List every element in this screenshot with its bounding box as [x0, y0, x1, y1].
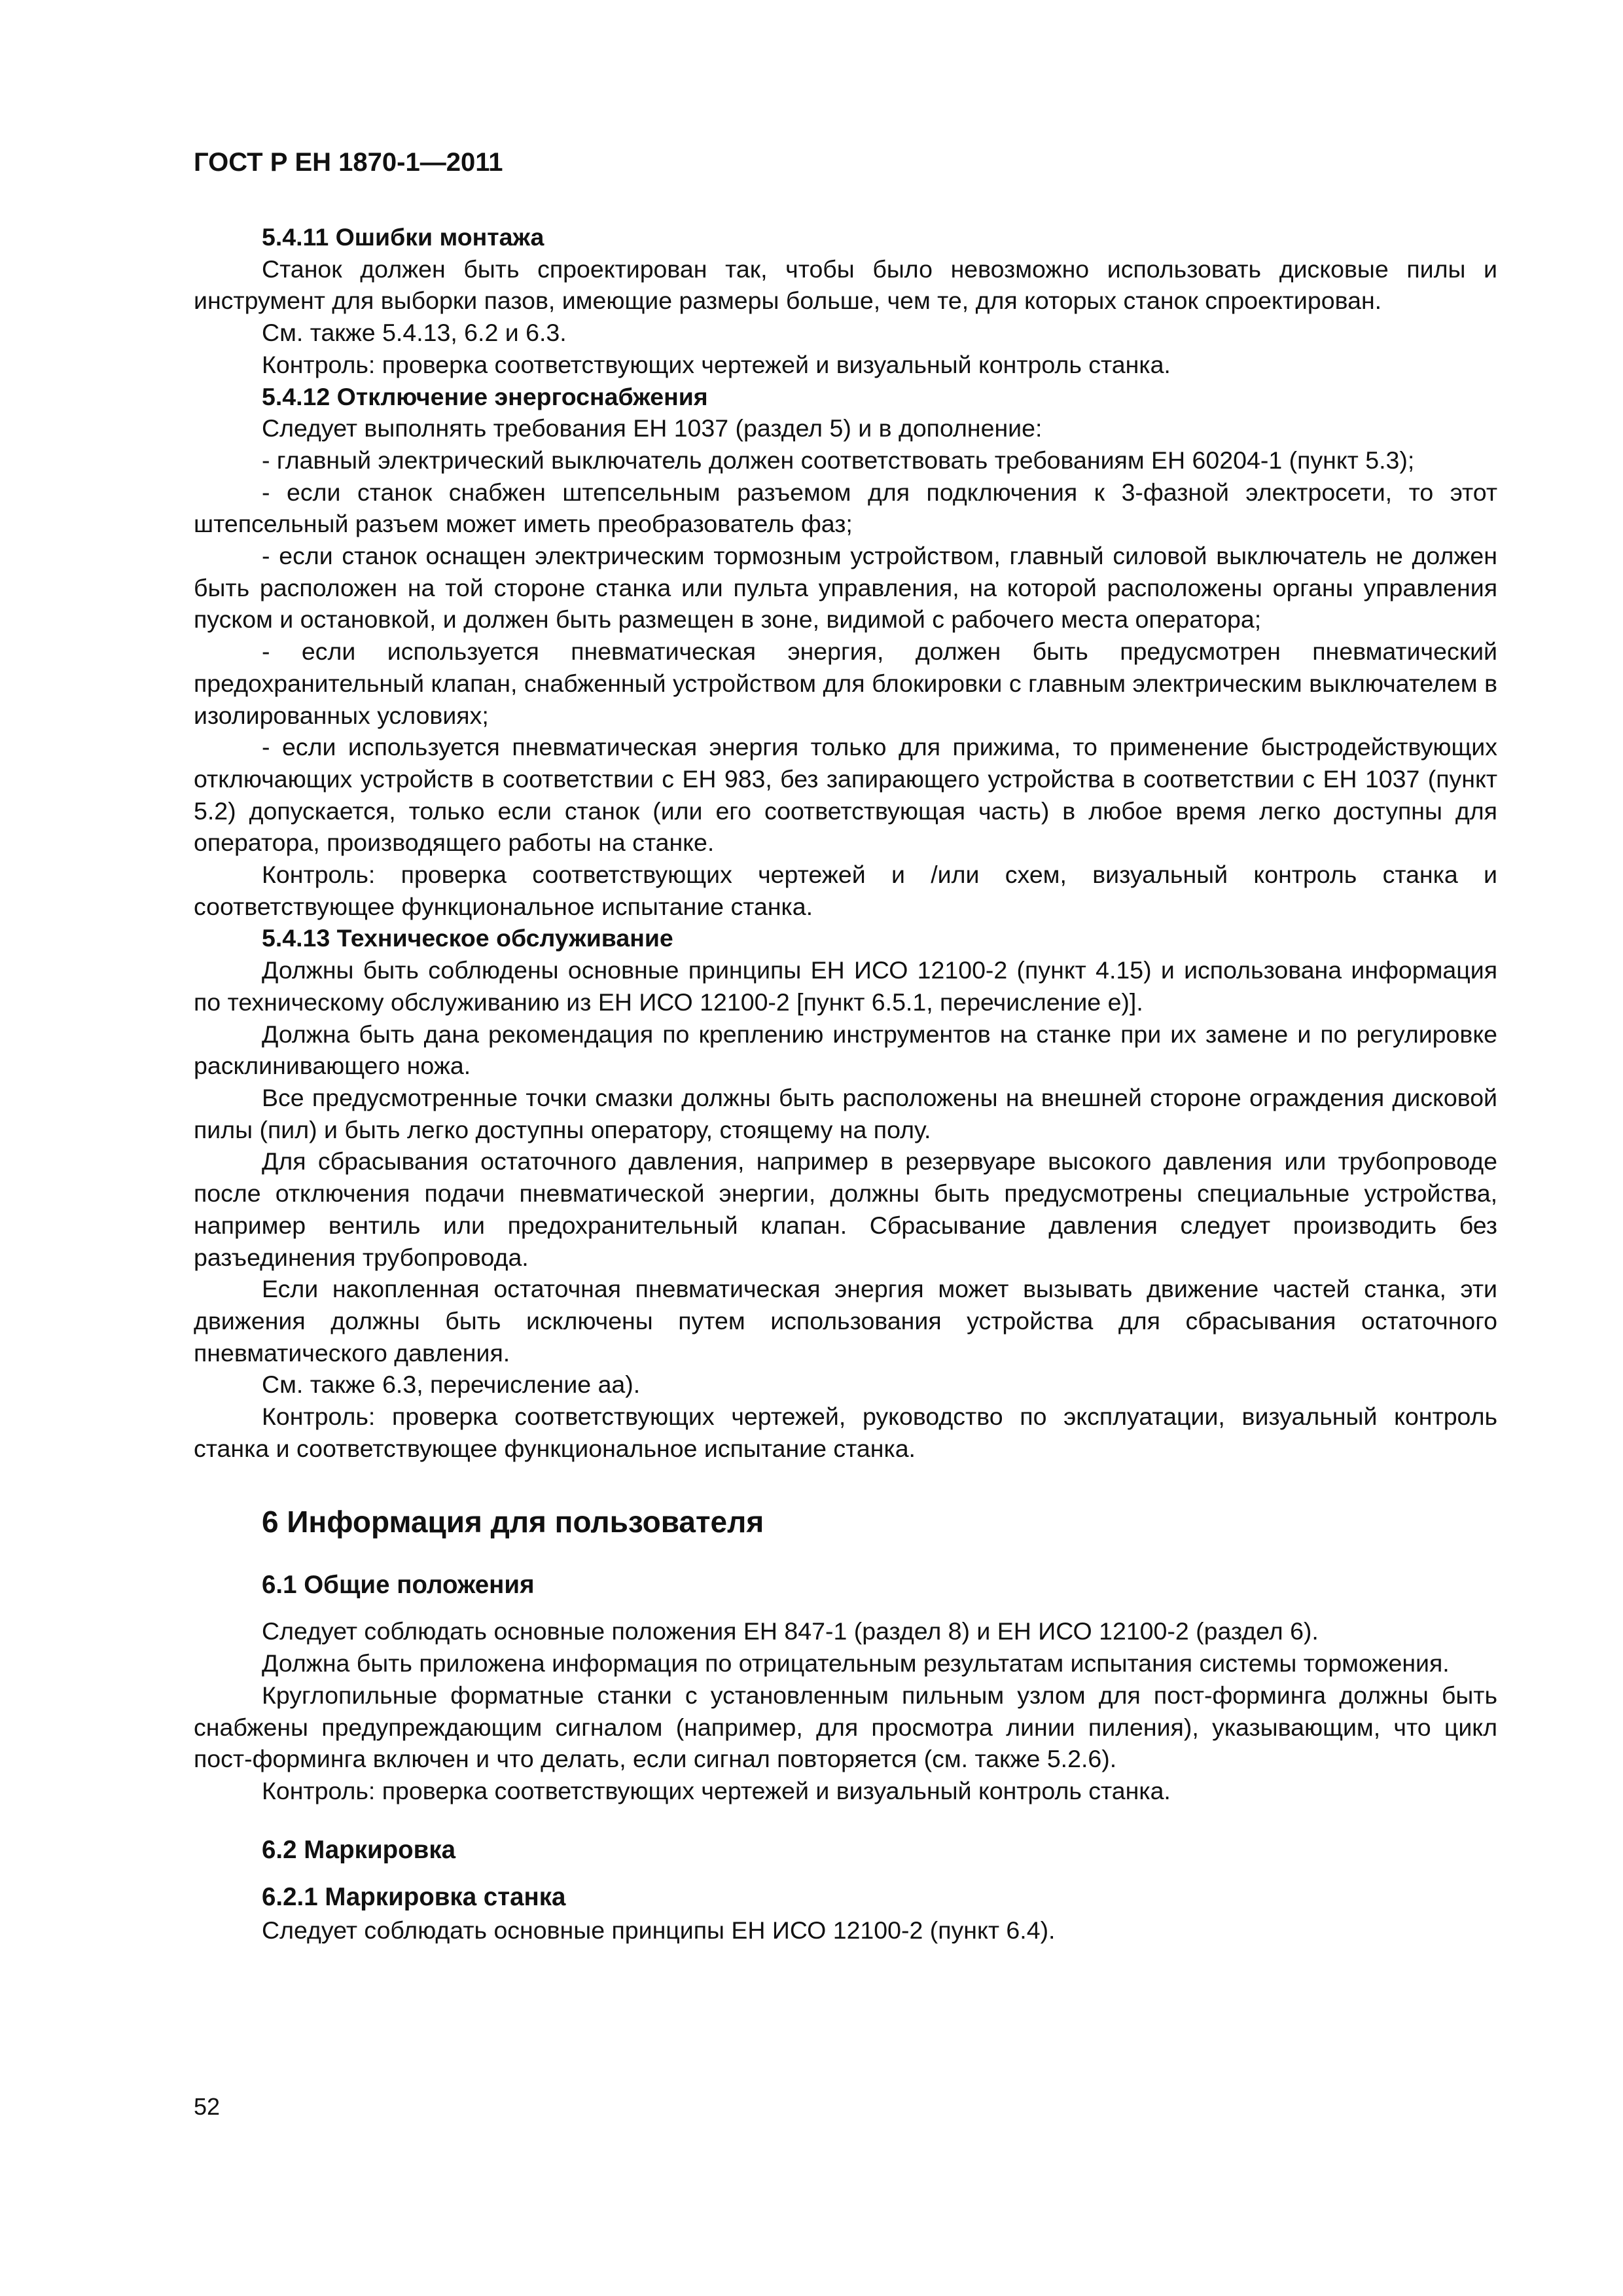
- paragraph: Должна быть дана рекомендация по креплению инструментов на станке при их замене и по регулировке расклинивающего ножа.: [194, 1020, 1497, 1080]
- list-item: - если используется пневматическая энергия только для прижима, то применение быстродействующих отключающих устройств в соответствии с ЕН 983, без запирающего устройства в соответствии с ЕН 1037 (пункт 5.2) допускается, только если станок (или его соответствующая часть) в любое время легко доступны для оператора, производящего работы на станке.: [194, 733, 1497, 857]
- paragraph: Контроль: проверка соответствующих чертежей и визуальный контроль станка.: [262, 1776, 1171, 1804]
- section-6-heading: 6 Информация для пользователя: [262, 1505, 764, 1539]
- section-5-4-13-heading: 5.4.13 Техническое обслуживание: [262, 924, 673, 952]
- list-item: - если используется пневматическая энергия, должен быть предусмотрен пневматический предохранительный клапан, снабженный устройством для блокировки с главным электрическим выключателем в изолированных условиях;: [194, 637, 1497, 729]
- list-item: - главный электрический выключатель должен соответствовать требованиям ЕН 60204-1 (пункт 5.3);: [262, 446, 1415, 474]
- paragraph: Все предусмотренные точки смазки должны быть расположены на внешней стороне ограждения дисковой пилы (пил) и быть легко доступны оператору, стоящему на полу.: [194, 1083, 1497, 1143]
- list-item: - если станок снабжен штепсельным разъемом для подключения к 3-фазной электросети, то этот штепсельный разъем может иметь преобразователь фаз;: [194, 478, 1497, 538]
- paragraph: Для сбрасывания остаточного давления, например в резервуаре высокого давления или трубопроводе после отключения подачи пневматической энергии, должны быть предусмотрены специальные устройства, например вентиль или предохранительный клапан. Сбрасывание давления следует производить без разъединения трубопровода.: [194, 1147, 1497, 1271]
- paragraph: Должна быть приложена информация по отрицательным результатам испытания системы торможения.: [262, 1649, 1450, 1677]
- paragraph: Станок должен быть спроектирован так, чтобы было невозможно использовать дисковые пилы и инструмент для выборки пазов, имеющие размеры больше, чем те, для которых станок спроектирован.: [194, 255, 1497, 315]
- document-code-header: ГОСТ Р ЕН 1870-1—2011: [194, 148, 503, 177]
- paragraph: Если накопленная остаточная пневматическая энергия может вызывать движение частей станка, эти движения должны быть исключены путем использования устройства для сбрасывания остаточного пневматического давления.: [194, 1275, 1497, 1367]
- paragraph: Контроль: проверка соответствующих чертежей и /или схем, визуальный контроль станка и соответствующее функциональное испытание станка.: [194, 861, 1497, 920]
- document-body: [194, 221, 1497, 1946]
- paragraph: Должны быть соблюдены основные принципы ЕН ИСО 12100-2 (пункт 4.15) и использована информация по техническому обслуживанию из ЕН ИСО 12100-2 [пункт 6.5.1, перечисление е)].: [194, 956, 1497, 1016]
- paragraph: Контроль: проверка соответствующих чертежей и визуальный контроль станка.: [262, 350, 1171, 378]
- section-5-4-12-heading: 5.4.12 Отключение энергоснабжения: [262, 382, 708, 410]
- paragraph: Следует соблюдать основные принципы ЕН ИСО 12100-2 (пункт 6.4).: [262, 1916, 1056, 1944]
- section-6-2-heading: 6.2 Маркировка: [262, 1835, 456, 1864]
- paragraph: См. также 5.4.13, 6.2 и 6.3.: [262, 319, 567, 347]
- paragraph: Следует соблюдать основные положения ЕН 847-1 (раздел 8) и ЕН ИСО 12100-2 (раздел 6).: [262, 1617, 1319, 1645]
- page-number: 52: [194, 2093, 221, 2120]
- section-6-1-heading: 6.1 Общие положения: [262, 1571, 535, 1600]
- paragraph: Следует выполнять требования ЕН 1037 (раздел 5) и в дополнение:: [262, 414, 1043, 442]
- section-5-4-11-heading: 5.4.11 Ошибки монтажа: [262, 223, 544, 251]
- paragraph: Контроль: проверка соответствующих чертежей, руководство по эксплуатации, визуальный контроль станка и соответствующее функциональное испытание станка.: [194, 1403, 1497, 1462]
- paragraph: Круглопильные форматные станки с установленным пильным узлом для пост-форминга должны быть снабжены предупреждающим сигналом (например, для просмотра линии пиления), указывающим, что цикл пост-форминга включен и что делать, если сигнал повторяется (см. также 5.2.6).: [194, 1681, 1497, 1773]
- section-6-2-1-heading: 6.2.1 Маркировка станка: [262, 1882, 566, 1911]
- paragraph: См. также 6.3, перечисление аа).: [262, 1371, 641, 1399]
- list-item: - если станок оснащен электрическим тормозным устройством, главный силовой выключатель не должен быть расположен на той стороне станка или пульта управления, на которой расположены органы управления пуском и остановкой, и должен быть размещен в зоне, видимой с рабочего места оператора;: [194, 542, 1497, 634]
